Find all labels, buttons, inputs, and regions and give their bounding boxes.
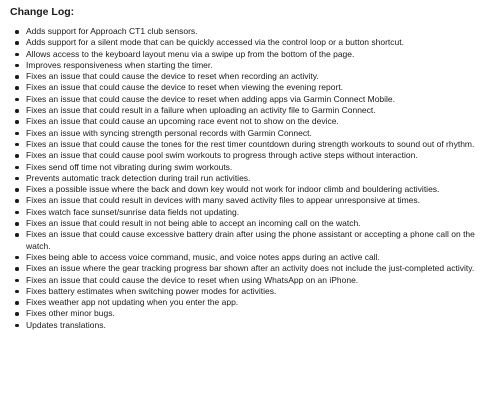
changelog-item: Fixes a possible issue where the back and down key would not work for indoor climb and bouldering activities. xyxy=(10,184,500,195)
changelog-item: Fixes watch face sunset/sunrise data fields not updating. xyxy=(10,207,500,218)
changelog-item: Fixes being able to access voice command, music, and voice notes apps during an active call. xyxy=(10,252,500,263)
changelog-item: Fixes an issue with syncing strength personal records with Garmin Connect. xyxy=(10,128,500,139)
changelog-item: Fixes an issue that could cause the device to reset when recording an activity. xyxy=(10,71,500,82)
changelog-item: Fixes an issue that could cause the tones for the rest timer countdown during strength workouts to sound out of rhythm. xyxy=(10,139,500,150)
changelog-item: Fixes send off time not vibrating during swim workouts. xyxy=(10,162,500,173)
changelog-item: Fixes battery estimates when switching power modes for activities. xyxy=(10,286,500,297)
changelog-item: Adds support for a silent mode that can be quickly accessed via the control loop or a button shortcut. xyxy=(10,37,500,48)
changelog-item: Adds support for Approach CT1 club sensors. xyxy=(10,26,500,37)
changelog-item: Fixes an issue that could cause the device to reset when viewing the evening report. xyxy=(10,82,500,93)
changelog-item: Fixes an issue that could cause pool swim workouts to progress through active steps without interaction. xyxy=(10,150,500,161)
changelog-item: Improves responsiveness when starting the timer. xyxy=(10,60,500,71)
changelog-item: Fixes an issue that could result in not being able to accept an incoming call on the watch. xyxy=(10,218,500,229)
changelog-item: Fixes an issue that could cause excessive battery drain after using the phone assistant or accepting a phone call on the watch. xyxy=(10,229,500,252)
changelog-item: Fixes an issue that could result in devices with many saved activity files to appear unresponsive at times. xyxy=(10,195,500,206)
changelog-item: Fixes an issue that could cause the device to reset when using WhatsApp on an iPhone. xyxy=(10,275,500,286)
changelog-item: Allows access to the keyboard layout menu via a swipe up from the bottom of the page. xyxy=(10,49,500,60)
changelog-list xyxy=(10,26,500,331)
changelog-item: Updates translations. xyxy=(10,320,500,331)
changelog-item: Fixes an issue that could cause the device to reset when adding apps via Garmin Connect Mobile. xyxy=(10,94,500,105)
changelog-item: Fixes other minor bugs. xyxy=(10,308,500,319)
changelog-item: Fixes an issue that could result in a failure when uploading an activity file to Garmin Connect. xyxy=(10,105,500,116)
changelog-title: Change Log: xyxy=(10,6,75,18)
changelog-item: Prevents automatic track detection during trail run activities. xyxy=(10,173,500,184)
changelog-item: Fixes an issue that could cause an upcoming race event not to show on the device. xyxy=(10,116,500,127)
changelog-item: Fixes an issue where the gear tracking progress bar shown after an activity does not include the just-completed activity. xyxy=(10,263,500,274)
changelog-item: Fixes weather app not updating when you enter the app. xyxy=(10,297,500,308)
